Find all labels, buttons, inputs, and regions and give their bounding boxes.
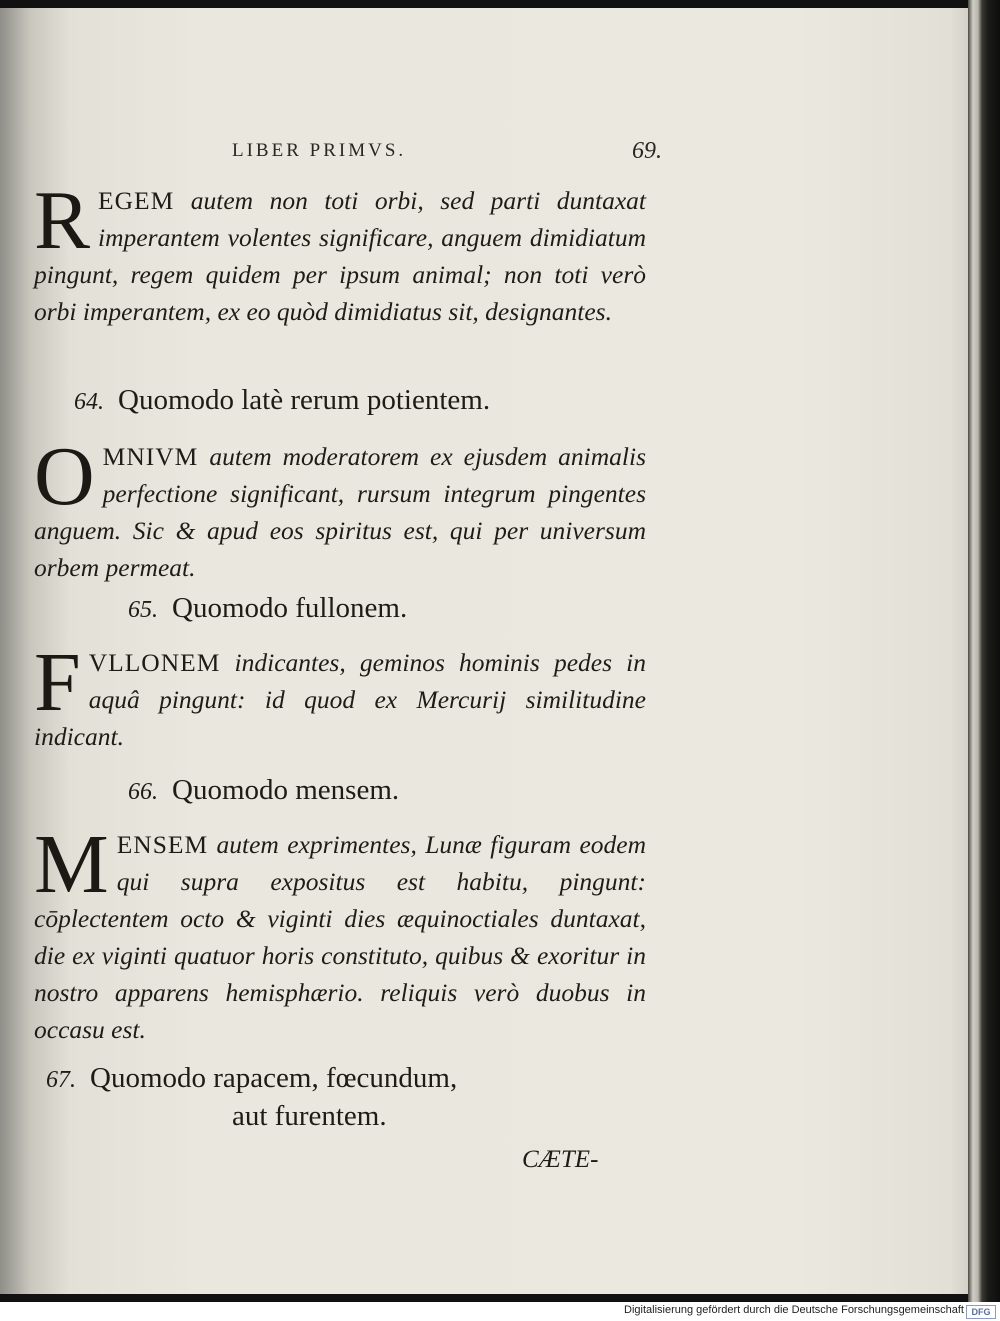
paragraph-lead: MNIVM: [102, 442, 199, 471]
paragraph-omnium: [34, 430, 646, 586]
section-number: 67.: [46, 1067, 76, 1093]
drop-capital: R: [34, 174, 91, 267]
section-heading-67: [46, 1062, 457, 1095]
section-title: Quomodo fullonem.: [172, 592, 408, 624]
section-number: 66.: [128, 779, 158, 805]
section-heading-66: [128, 774, 399, 807]
running-head-title: LIBER PRIMVS.: [232, 140, 407, 161]
paragraph-lead: ENSEM: [116, 830, 209, 859]
funding-credit: Digitalisierung gefördert durch die Deutsche Forschungsgemeinschaft: [624, 1304, 964, 1316]
paragraph-text: autem non toti orbi, sed parti duntaxat imperantem volentes significare, anguem dimidiatum pingunt, regem quidem per ipsum animal; non toti verò orbi imperantem, ex eo quòd dimidiatus sit, designantes.: [34, 186, 647, 326]
running-head: [232, 140, 662, 162]
book-page: [0, 8, 968, 1294]
section-heading-64: [74, 384, 490, 417]
section-title: Quomodo rapacem, fœcundum,: [90, 1062, 458, 1094]
footer-bar: [0, 1302, 1000, 1321]
paragraph-fullonem: [34, 636, 646, 755]
section-heading-67-continued: [232, 1100, 387, 1133]
paragraph-text: autem exprimentes, Lunæ figuram eodem qui supra expositus est habitu, pingunt: cōplectentem octo & viginti dies æquinoctiales duntaxat, die ex viginti quatuor horis constituto, quibus & exoritur in nostro apparens hemisphærio. reliquis verò duobus in occasu est.: [34, 830, 646, 1044]
drop-capital: F: [34, 636, 81, 729]
section-title-line2: aut furentem.: [232, 1100, 387, 1132]
section-heading-65: [128, 592, 407, 625]
dfg-logo-icon: DFG: [966, 1305, 996, 1319]
paragraph-lead: VLLONEM: [88, 648, 221, 677]
paragraph-lead: EGEM: [98, 186, 175, 215]
book-edge: [968, 0, 1000, 1302]
section-number: 64.: [74, 389, 104, 415]
paragraph-regem: [34, 174, 647, 330]
paragraph-text: indicantes, geminos hominis pedes in aquâ pingunt: id quod ex Mercurij similitudine indicant.: [34, 648, 646, 751]
page-number: 69.: [632, 138, 662, 164]
paragraph-mensem: [34, 818, 646, 1048]
drop-capital: O: [34, 430, 95, 523]
section-title: Quomodo mensem.: [172, 774, 400, 806]
drop-capital: M: [34, 818, 109, 911]
section-number: 65.: [128, 597, 158, 623]
section-title: Quomodo latè rerum potientem.: [118, 384, 491, 416]
paragraph-text: autem moderatorem ex ejusdem animalis perfectione significant, rursum integrum pingentes anguem. Sic & apud eos spiritus est, qui per universum orbem permeat.: [34, 442, 646, 582]
catchword: CÆTE-: [522, 1146, 599, 1173]
